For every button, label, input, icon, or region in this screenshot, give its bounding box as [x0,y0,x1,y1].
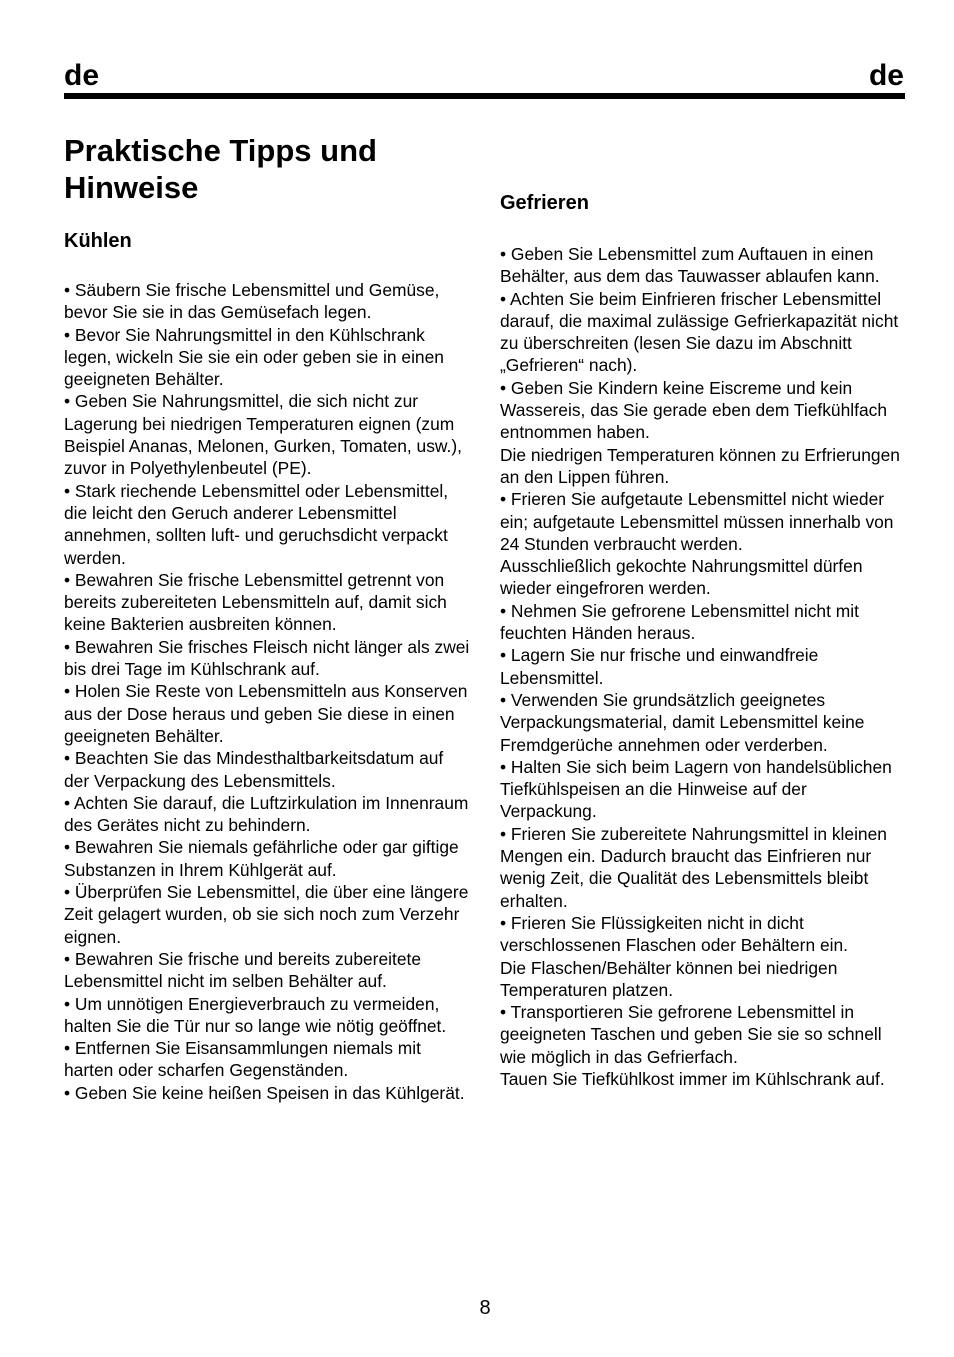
list-item: • Bewahren Sie frisches Fleisch nicht länger als zwei bis drei Tage im Kühlschrank auf. [64,636,470,680]
header-rule [64,93,905,99]
list-item: • Verwenden Sie grundsätzlich geeignetes Verpackungsmaterial, damit Lebensmittel keine Fremdgerüche annehmen oder verderben. [500,689,865,755]
section-heading-kuehlen: Kühlen [64,230,132,252]
header-language-right: de [868,59,904,92]
list-item: • Säubern Sie frische Lebensmittel und Gemüse, bevor Sie sie in das Gemüsefach legen. [64,280,440,323]
list-item: • Frieren Sie Flüssigkeiten nicht in dicht verschlossenen Flaschen oder Behältern ein. [500,912,849,956]
list-item: • Geben Sie Lebensmittel zum Auftauen in einen Behälter, aus dem das Tauwasser ablaufen kann. [500,244,880,287]
list-item: • Überprüfen Sie Lebensmittel, die über eine längere Zeit gelagert wurden, ob sie sich noch zum Verzehr eignen. [64,882,469,947]
list-item: • Halten Sie sich beim Lagern von handelsüblichen Tiefkühlspeisen an die Hinweise auf der Verpackung. [500,756,892,822]
list-item: • Transportieren Sie gefrorene Lebensmittel in geeigneten Taschen und geben Sie sie so schnell wie möglich in das Gefrierfach. [500,1002,882,1067]
gefrieren-list [500,243,908,1090]
list-item: • Frieren Sie aufgetaute Lebensmittel nicht wieder ein; aufgetaute Lebensmittel müssen innerhalb von 24 Stunden verbraucht werden. [500,489,894,554]
list-item: • Geben Sie Kindern keine Eiscreme und kein Wassereis, das Sie gerade eben dem Tiefkühlfach entnommen haben. [500,377,887,443]
list-item: Die niedrigen Temperaturen können zu Erfrierungen an den Lippen führen. [500,444,900,487]
page-number: 8 [479,1297,491,1319]
list-item: • Nehmen Sie gefrorene Lebensmittel nicht mit feuchten Händen heraus. [500,600,859,644]
list-item: Ausschließlich gekochte Nahrungsmittel dürfen wieder eingefroren werden. [500,556,863,599]
list-item: • Lagern Sie nur frische und einwandfreie Lebensmittel. [500,645,819,688]
list-item: • Holen Sie Reste von Lebensmitteln aus Konserven aus der Dose heraus und geben Sie diese in einen geeigneten Behälter. [64,681,468,746]
list-item: • Achten Sie darauf, die Luftzirkulation im Innenraum des Gerätes nicht zu behindern. [64,792,469,836]
list-item: • Achten Sie beim Einfrieren frischer Lebensmittel darauf, die maximal zulässige Gefrierkapazität nicht zu überschreiten (lesen Sie dazu im Abschnitt „Gefrieren“ nach). [500,288,899,376]
list-item: • Frieren Sie zubereitete Nahrungsmittel in kleinen Mengen ein. Dadurch braucht das Einfrieren nur wenig Zeit, die Qualität des Lebensmittels bleibt erhalten. [500,823,887,911]
list-item: • Um unnötigen Energieverbrauch zu vermeiden, halten Sie die Tür nur so lange wie nötig geöffnet. [64,993,447,1036]
page-title: Praktische Tipps und Hinweise [64,133,377,205]
list-item: • Entfernen Sie Eisansammlungen niemals mit harten oder scharfen Gegenständen. [64,1038,421,1081]
list-item: • Bevor Sie Nahrungsmittel in den Kühlschrank legen, wickeln Sie sie ein oder geben sie in einen geeigneten Behälter. [64,324,444,390]
list-item: Die Flaschen/Behälter können bei niedrigen Temperaturen platzen. [500,957,838,1000]
list-item: • Stark riechende Lebensmittel oder Lebensmittel, die leicht den Geruch anderer Lebensmittel annehmen, sollten luft- und geruchsdicht verpackt werden. [64,480,449,568]
header-language-left: de [64,59,100,92]
section-heading-gefrieren: Gefrieren [500,192,589,214]
list-item: • Bewahren Sie niemals gefährliche oder gar giftige Substanzen in Ihrem Kühlgerät auf. [64,837,459,880]
list-item: Tauen Sie Tiefkühlkost immer im Kühlschrank auf. [500,1068,885,1089]
list-item: • Bewahren Sie frische Lebensmittel getrennt von bereits zubereiteten Lebensmitteln auf, damit sich keine Bakterien ausbreiten können. [64,569,447,635]
list-item: • Beachten Sie das Mindesthaltbarkeitsdatum auf der Verpackung des Lebensmittels. [64,748,444,791]
list-item: • Bewahren Sie frische und bereits zubereitete Lebensmittel nicht im selben Behälter auf. [64,948,422,992]
list-item: • Geben Sie Nahrungsmittel, die sich nicht zur Lagerung bei niedrigen Temperaturen eignen (zum Beispiel Ananas, Melonen, Gurken, Tomaten, usw.), zuvor in Polyethylenbeutel (PE). [64,391,462,479]
list-item: • Geben Sie keine heißen Speisen in das Kühlgerät. [64,1082,465,1103]
kuehlen-list [64,279,472,1104]
